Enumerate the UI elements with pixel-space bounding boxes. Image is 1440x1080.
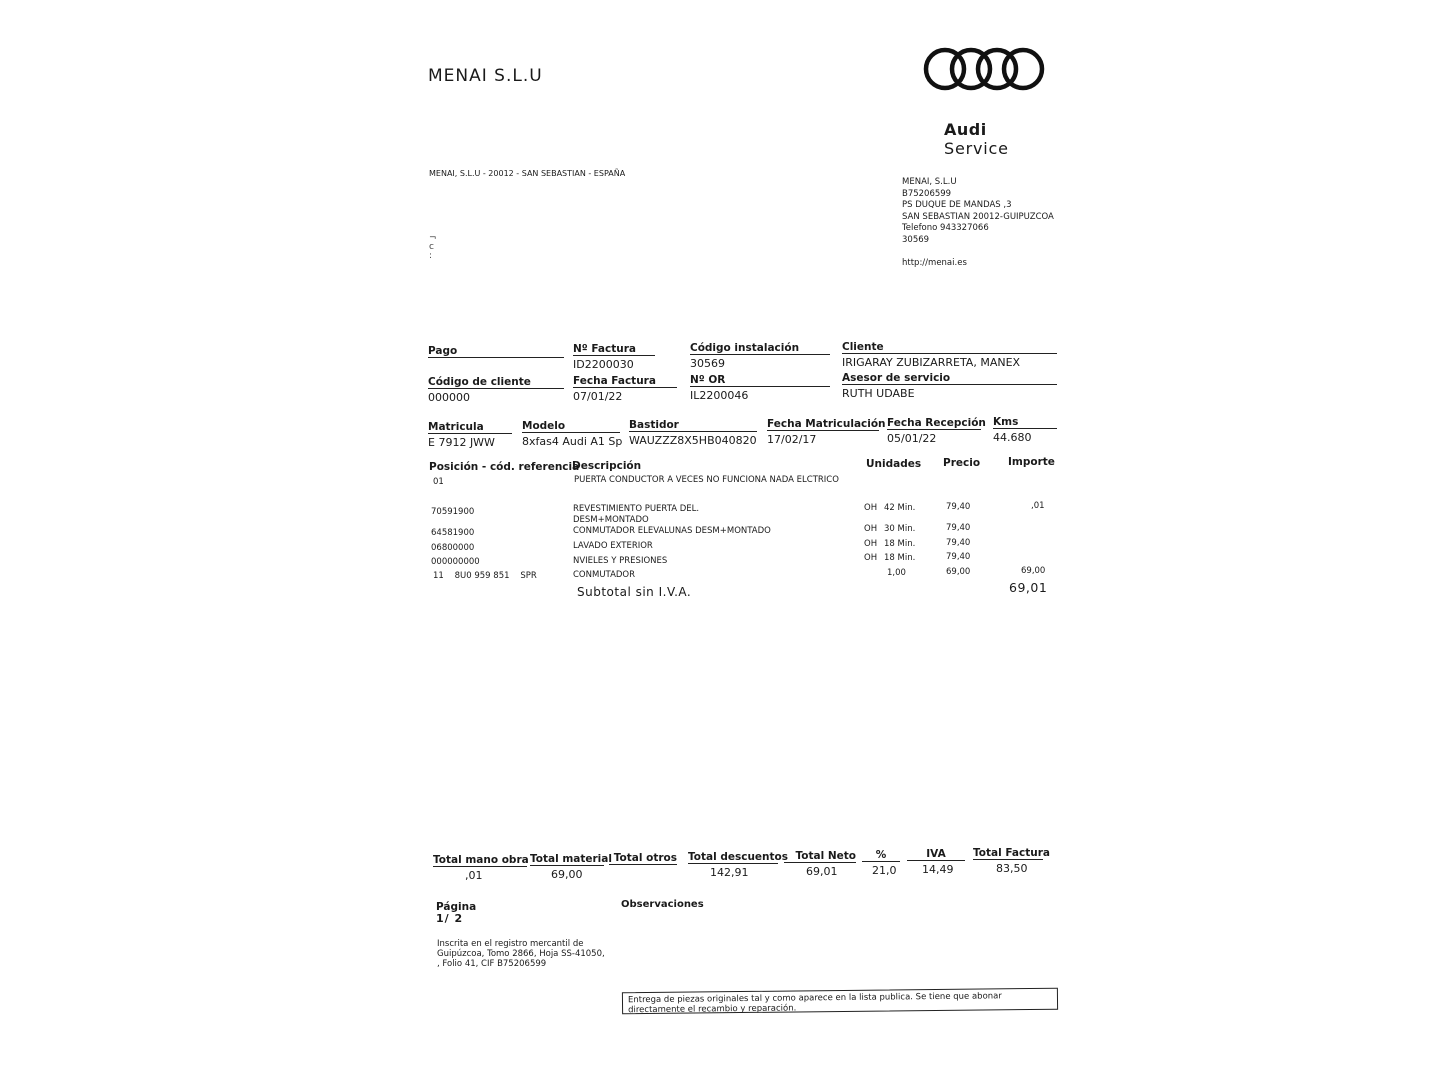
page-label: Página [436, 901, 477, 913]
field-instalacion [690, 336, 830, 370]
line-desc: NVIELES Y PRESIONES [573, 556, 668, 566]
field-value: E 7912 JWW [428, 436, 495, 449]
col-header-precio: Precio [943, 457, 981, 469]
field-value: IRIGARAY ZUBIZARRETA, MANEX [842, 356, 1021, 369]
total-neto-label: Total Neto [784, 850, 856, 863]
field-label: Cliente [842, 341, 1057, 354]
field-pago [428, 339, 564, 360]
line-price: 69,00 [946, 567, 971, 577]
field-kms [993, 410, 1057, 444]
field-value: 8xfas4 Audi A1 Sp [522, 435, 623, 448]
field-fecha-matriculacion [767, 412, 886, 446]
field-value: WAUZZZ8X5HB040820 [629, 434, 757, 447]
address-line: B75206599 [902, 188, 952, 199]
total-factura-value: 83,50 [996, 862, 1028, 875]
line-amount: 69,00 [1021, 566, 1046, 576]
total-factura-label: Total Factura [973, 847, 1050, 859]
total-iva-value: 14,49 [922, 863, 954, 876]
field-value: 44.680 [993, 431, 1032, 444]
field-label: Kms [993, 416, 1057, 429]
line-desc: LAVADO EXTERIOR [573, 541, 653, 551]
registro-line: Guipúzcoa, Tomo 2866, Hoja SS-41050, [437, 949, 605, 959]
field-codigo-cliente [428, 370, 564, 404]
col-header-unidades: Unidades [866, 458, 922, 470]
field-or [690, 368, 830, 402]
total-pct-value: 21,0 [872, 864, 897, 877]
line-oh: OH [864, 553, 878, 563]
field-cliente [842, 335, 1057, 369]
registro-line: , Folio 41, CIF B75206599 [437, 959, 547, 969]
total-neto-value: 69,01 [806, 865, 838, 878]
field-label: Código instalación [690, 342, 830, 355]
field-value: RUTH UDABE [842, 387, 915, 400]
line-desc: CONMUTADOR ELEVALUNAS DESM+MONTADO [573, 526, 771, 536]
dealer-address [902, 177, 1054, 246]
line-ref: 70591900 [431, 507, 475, 517]
address-line: Telefono 943327066 [902, 223, 989, 233]
margin-marks [429, 234, 437, 261]
line-price: 79,40 [946, 538, 971, 548]
line-ref: 11 8U0 959 851 SPR [433, 571, 537, 581]
address-line: PS DUQUE DE MANDAS ,3 [902, 200, 1012, 210]
line-units: 1,00 [887, 568, 906, 578]
field-label: Matricula [428, 421, 512, 434]
col-header-posicion: Posición - cód. referencia [429, 461, 580, 473]
field-label: Bastidor [629, 419, 757, 432]
col-header-importe: Importe [1008, 456, 1055, 468]
col-header-descripcion: Descripción [572, 460, 642, 472]
observaciones-label: Observaciones [621, 899, 704, 910]
line-price: 79,40 [946, 552, 971, 562]
company-name: MENAI S.L.U [428, 66, 543, 86]
line-desc: DESM+MONTADO [573, 515, 649, 525]
field-label: Pago [428, 345, 564, 358]
total-mano-obra-label: Total mano obra [433, 854, 529, 866]
line-units: 30 Min. [884, 524, 916, 534]
total-pct-label: % [862, 849, 900, 862]
line-price: 79,40 [946, 502, 971, 512]
field-label: Asesor de servicio [842, 372, 1057, 385]
line-units: 18 Min. [884, 539, 916, 549]
line-oh: OH [864, 503, 878, 513]
address-line: MENAI, S.L.U [902, 177, 957, 187]
line-units: 42 Min. [884, 503, 916, 513]
total-mano-obra-value: ,01 [465, 869, 483, 882]
address-line: 30569 [902, 234, 930, 245]
total-material-label: Total material [530, 853, 612, 865]
field-value: ID2200030 [573, 358, 634, 371]
line-oh: OH [864, 539, 878, 549]
field-fecha-factura [573, 369, 677, 403]
line-desc: REVESTIMIENTO PUERTA DEL. [573, 504, 700, 514]
line-desc: PUERTA CONDUCTOR A VECES NO FUNCIONA NADA ELCTRICO [574, 475, 839, 485]
line-ref: 01 [433, 477, 444, 487]
sender-line: MENAI, S.L.U - 20012 - SAN SEBASTIAN - ESPAÑA [429, 169, 626, 178]
subtotal-label: Subtotal sin I.V.A. [577, 585, 692, 599]
line-desc: CONMUTADOR [573, 570, 636, 580]
field-label: Fecha Matriculación [767, 418, 886, 430]
registro-mercantil [437, 939, 605, 969]
registro-line: Inscrita en el registro mercantil de [437, 939, 584, 949]
field-value: IL2200046 [690, 389, 749, 402]
margin-mark: ¬ [429, 233, 437, 243]
line-ref: 64581900 [431, 528, 475, 538]
margin-mark: c [429, 242, 434, 252]
line-amount: ,01 [1031, 501, 1045, 511]
total-descuentos-value: 142,91 [710, 866, 749, 879]
field-value: 05/01/22 [887, 432, 937, 445]
line-price: 79,40 [946, 523, 971, 533]
total-material-value: 69,00 [551, 868, 583, 881]
field-factura [573, 337, 655, 371]
field-label: Nº Factura [573, 343, 655, 356]
line-oh: OH [864, 524, 878, 534]
field-value: 17/02/17 [767, 433, 817, 446]
total-otros-label: Total otros [609, 852, 677, 865]
brand-name: Audi [944, 120, 987, 139]
field-value: 30569 [690, 357, 725, 370]
field-modelo [522, 414, 622, 448]
dealer-url: http://menai.es [902, 258, 967, 268]
margin-mark: : [429, 251, 433, 261]
brand-service: Service [944, 139, 1009, 158]
page-number: 1/ 2 [436, 912, 464, 925]
total-iva-label: IVA [907, 848, 965, 861]
parts-notice: Entrega de piezas originales tal y como aparece en la lista publica. Se tiene que abonar directamente el recambio y reparación. [622, 988, 1058, 1015]
line-ref: 06800000 [431, 543, 475, 553]
field-label: Nº OR [690, 374, 830, 387]
line-ref: 000000000 [431, 557, 480, 567]
line-units: 18 Min. [884, 553, 916, 563]
subtotal-value: 69,01 [1009, 580, 1048, 595]
field-label: Fecha Recepción [887, 417, 986, 429]
total-descuentos-label: Total descuentos [688, 851, 789, 863]
audi-rings-logo [922, 46, 1048, 96]
field-asesor [842, 366, 1057, 400]
field-bastidor [629, 413, 757, 447]
field-value: 000000 [428, 391, 470, 404]
field-label: Código de cliente [428, 376, 564, 389]
field-label: Modelo [522, 420, 620, 433]
address-line: SAN SEBASTIAN 20012-GUIPUZCOA [902, 211, 1054, 222]
field-matricula [428, 415, 512, 449]
field-value: 07/01/22 [573, 390, 623, 403]
field-label: Fecha Factura [573, 375, 677, 388]
field-fecha-recepcion [887, 411, 986, 445]
